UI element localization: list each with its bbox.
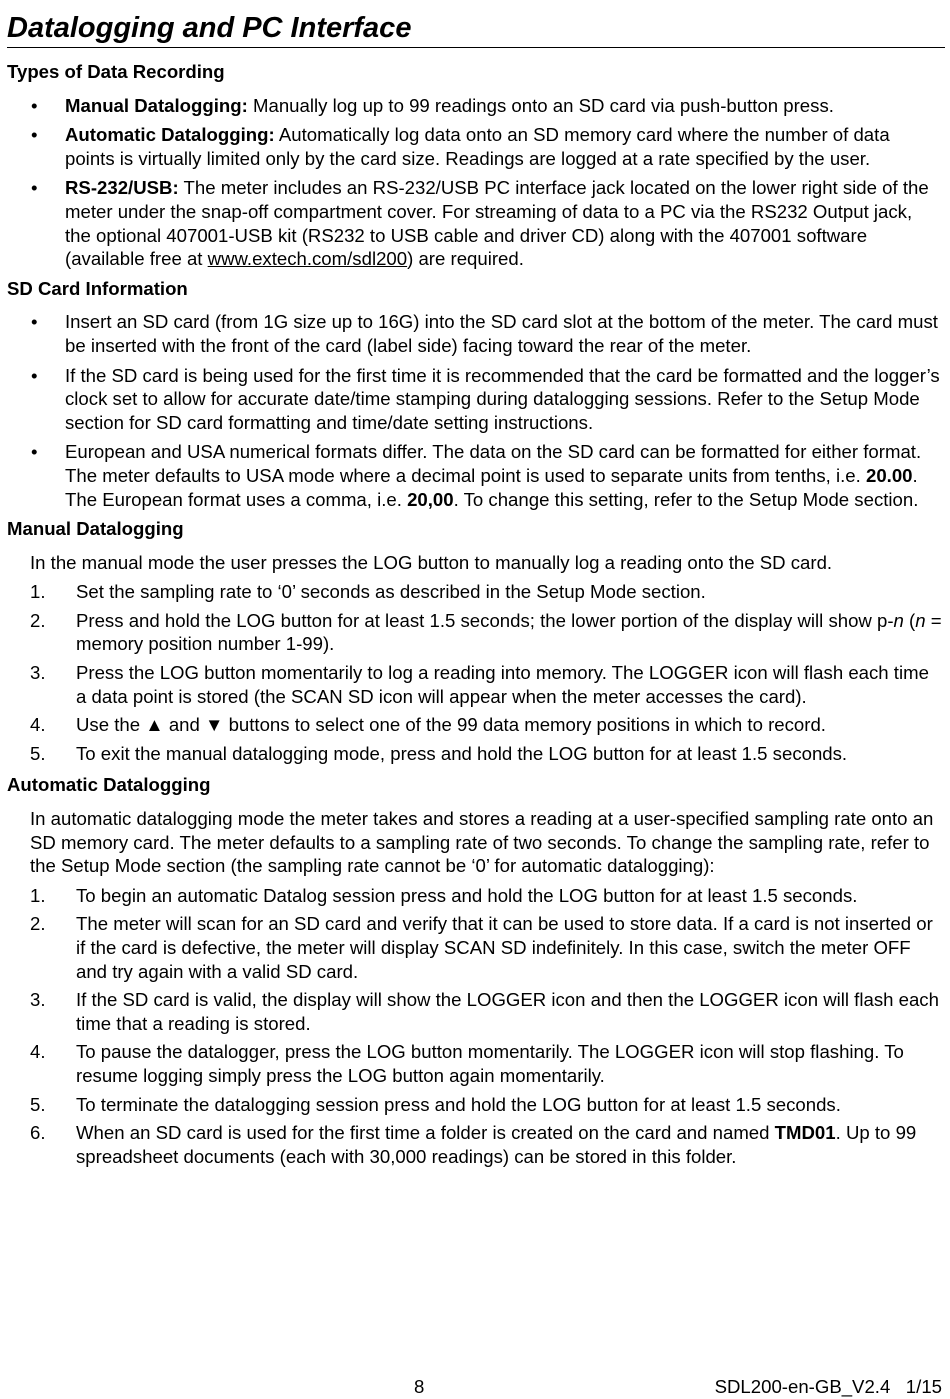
step-item [7,884,942,908]
step-text: To terminate the datalogging session press and hold the LOG button for at least 1.5 seconds. [76,1093,841,1115]
step-text: Press the LOG button momentarily to log a reading into memory. The LOGGER icon will flash each time a data point is stored (the SCAN SD icon will appear when the meter accesses the card). [76,662,929,707]
item-text: . The European format uses a comma, i.e. [65,464,918,510]
step-number: 3. [30,989,46,1011]
step-item [7,1040,942,1087]
bullet-icon: • [31,177,38,199]
step-text: To exit the manual datalogging mode, press and hold the LOG button for at least 1.5 seconds. [76,742,848,764]
step-item [7,609,942,656]
document-body [7,60,942,1176]
extech-link[interactable]: www.extech.com/sdl200 [207,248,408,270]
step-number: 4. [30,1041,46,1063]
step-text: Press and hold the LOG button for at least 1.5 seconds; the lower portion of the display will show p- [76,609,894,631]
step-text: Set the sampling rate to ‘0’ seconds as described in the Setup Mode section. [76,581,706,603]
item-text: The meter includes an RS-232/USB PC interface jack located on the lower right side of the meter under the snap-off compartment cover. For streaming of data to a PC via the RS232 Output jack, the optional 407001-USB kit (RS232 to USB cable and driver CD) along with the 407001 software (available free at [65,177,929,270]
step-text: . Up to 99 spreadsheet documents (each with 30,000 readings) can be stored in this folder. [76,1122,917,1167]
step-text: When an SD card is used for the first time a folder is created on the card and named [76,1122,775,1144]
item-text: Automatically log data onto an SD memory card where the number of data points is virtually limited only by the card size. Readings are logged at a rate specified by the user. [65,124,890,169]
list-item [7,440,942,511]
step-number: 5. [30,1093,46,1115]
item-text: Insert an SD card (from 1G size up to 16G) into the SD card slot at the bottom of the meter. The card must be inserted with the front of the card (label side) facing toward the rear of the meter. [65,311,938,356]
usa-format-example: 20.00 [865,464,913,486]
sd-list [7,310,942,511]
list-item [7,364,942,435]
list-item [7,94,942,118]
document-id: SDL200-en-GB_V2.4 1/15 [714,1376,942,1397]
bullet-icon: • [31,441,38,463]
step-text: To begin an automatic Datalog session press and hold the LOG button for at least 1.5 seconds. [76,884,858,906]
section-heading-types: Types of Data Recording [7,61,225,82]
item-label: Automatic Datalogging: [65,124,275,146]
step-number: 3. [30,662,46,684]
list-item [7,310,942,357]
section-heading-sd: SD Card Information [7,277,188,299]
bullet-icon: • [31,311,38,333]
automatic-intro: In automatic datalogging mode the meter takes and stores a reading at a user-specified sampling rate onto an SD memory card. The meter defaults to a sampling rate of two seconds. To change the sampling rate, refer to the Setup Mode section (the sampling rate cannot be ‘0’ for automatic datalogging): [30,808,934,877]
step-item [7,713,942,737]
step-item [7,1093,942,1117]
item-label: RS-232/USB: [65,177,179,199]
step-number: 2. [30,913,46,935]
section-heading-manual: Manual Datalogging [7,518,184,540]
step-text: If the SD card is valid, the display will show the LOGGER icon and then the LOGGER icon will flash each time that a reading is stored. [76,989,939,1034]
item-text: Manually log up to 99 readings onto an SD card via push-button press. [247,94,834,116]
page-number: 8 [414,1376,425,1397]
step-number: 2. [30,609,46,631]
european-format-example: 20,00 [407,488,454,510]
manual-steps [7,580,942,765]
types-list [7,94,942,271]
step-item [7,742,942,766]
step-text: To pause the datalogger, press the LOG button momentarily. The LOGGER icon will stop flashing. To resume logging simply press the LOG button again momentarily. [76,1041,904,1086]
step-item [7,661,942,708]
bullet-icon: • [31,124,38,146]
step-item [7,1121,942,1168]
item-text: European and USA numerical formats differ. The data on the SD card can be formatted for either format. The meter defaults to USA mode where a decimal point is used to separate units from tenths, i.e. [65,441,922,486]
step-number: 1. [30,581,46,603]
bullet-icon: • [31,364,38,386]
item-text: If the SD card is being used for the first time it is recommended that the card be formatted and the logger’s clock set to allow for accurate date/time stamping during datalogging sessions. Refer to the Setup Mode section for SD card formatting and time/date setting instructions. [65,364,940,433]
section-heading-automatic: Automatic Datalogging [7,774,211,796]
folder-name: TMD01 [774,1122,836,1144]
step-number: 4. [30,714,46,736]
step-number: 1. [30,884,46,906]
item-text: . To change this setting, refer to the Setup Mode section. [453,488,919,510]
bullet-icon: • [31,94,38,116]
item-text: ) are required. [407,248,524,270]
automatic-steps [7,884,942,1169]
step-text: = memory position number 1-99). [76,609,942,655]
step-text: ( [903,609,916,631]
step-item [7,912,942,983]
step-text-italic: n [893,609,904,631]
item-label: Manual Datalogging: [65,94,248,116]
manual-intro: In the manual mode the user presses the LOG button to manually log a reading onto the SD card. [30,551,833,573]
page-title: Datalogging and PC Interface [7,10,945,48]
step-item [7,580,942,604]
step-item [7,988,942,1035]
step-number: 5. [30,742,46,764]
step-number: 6. [30,1122,46,1144]
list-item [7,176,942,270]
step-text: The meter will scan for an SD card and verify that it can be used to store data. If a card is not inserted or if the card is defective, the meter will display SCAN SD indefinitely. In this case, switch the meter OFF and try again with a valid SD card. [76,913,933,982]
list-item [7,123,942,170]
step-text: Use the ▲ and ▼ buttons to select one of the 99 data memory positions in which to record. [76,714,826,736]
step-text-italic: n [915,609,926,631]
